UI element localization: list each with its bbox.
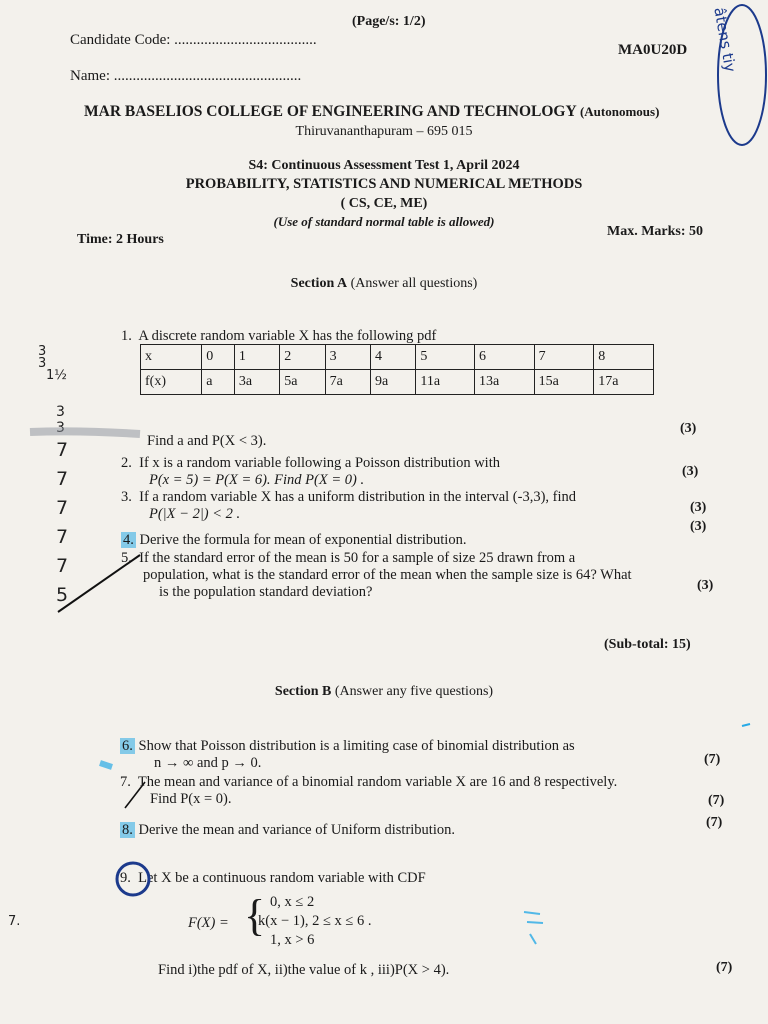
subject-title: PROBABILITY, STATISTICS AND NUMERICAL METHODS [185,176,583,192]
duration: Time: 2 Hours [77,232,164,247]
slash-mark-q5 [58,555,140,612]
marks-q7a: (7) [708,793,725,808]
table-cell: 11a [416,370,475,395]
table-cell: 9a [370,370,415,395]
question-5: 5. If the standard error of the mean is 50 for a sample of size 25 drawn from a population, what is the standard error of the mean when the sample size is 64? What is the population standard deviation? [121,550,632,600]
table-cell: 5 [416,345,475,370]
table-cell: 0 [202,345,235,370]
table-cell: x [141,345,202,370]
question-9-ask: Find i)the pdf of X, ii)the value of k , iii)P(X > 4). [158,962,450,978]
question-3: 3. If a random variable X has a uniform distribution in the interval (-3,3), find P(|X − 2|) < 2 . [121,489,577,522]
handwritten-note-top-right: âtens tiy [710,6,740,74]
margin-seven: 7. [8,914,21,929]
slash-mark-q7 [125,782,145,808]
table-cell: f(x) [141,370,202,395]
question-8: 8. Derive the mean and variance of Uniform distribution. [122,822,455,838]
question-2: 2. If x is a random variable following a Poisson distribution with P(x = 5) = P(X = 6). Find P(X = 0) . [121,455,500,488]
table-cell: 2 [280,345,325,370]
table-cell: 8 [594,345,654,370]
question-6: 6. Show that Poisson distribution is a limiting case of binomial distribution as n → ∞ and p → 0. [122,738,575,771]
marks-q2: (3) [682,464,699,479]
table-cell: a [202,370,235,395]
table-cell: 7 [534,345,594,370]
branches: ( CS, CE, ME) [340,196,428,211]
question-9: 9. Let X be a continuous random variable with CDF [120,870,426,886]
section-a-heading: Section A (Answer all questions) [290,276,478,291]
table-note: (Use of standard normal table is allowed) [273,214,495,229]
cdf-case-2: k(x − 1), 2 ≤ x ≤ 6 . [258,913,372,929]
cdf-brace: { [244,891,266,940]
table-cell: 4 [370,345,415,370]
table-cell: 6 [474,345,534,370]
handwritten-left-marks-a: 3 3 1½ [38,344,67,383]
question-4: 4. Derive the formula for mean of exponential distribution. [123,532,467,548]
cdf-case-1: 0, x ≤ 2 [270,894,315,910]
college-name: MAR BASELIOS COLLEGE OF ENGINEERING AND TECHNOLOGY (Autonomous) [84,103,660,120]
handwritten-left-marks-b: 3 3 7 7 7 7 7 5 [56,404,69,606]
marks-q9: (7) [716,960,733,975]
section-b-heading: Section B (Answer any five questions) [274,684,494,699]
table-cell: 7a [325,370,370,395]
highlight-mark-q6 [100,763,112,767]
marks-q6: (7) [704,752,721,767]
name-field: Name: .................................................. [70,68,302,84]
course-code: MA0U20D [618,42,688,58]
table-cell: 3a [234,370,279,395]
table-cell: 3 [325,345,370,370]
highlight-dashes [524,912,543,944]
top-right-circle-mark [718,5,766,145]
marks-q8: (7) [706,815,723,830]
marks-q5: (3) [697,578,714,593]
marks-q4: (3) [690,519,707,534]
table-cell: 13a [474,370,534,395]
question-1-ask: Find a and P(X < 3). [147,433,267,449]
table-cell: 5a [280,370,325,395]
table-cell: 15a [534,370,594,395]
marks-q1: (3) [680,421,697,436]
margin-dash [742,724,750,726]
marks-q3: (3) [690,500,707,515]
question-7: 7. The mean and variance of a binomial random variable X are 16 and 8 respectively. Find P(x = 0). [120,774,618,807]
page-count: (Page/s: 1/2) [352,14,426,29]
subtotal: (Sub-total: 15) [604,637,691,652]
table-cell: 17a [594,370,654,395]
test-title: S4: Continuous Assessment Test 1, April 2024 [248,158,520,173]
candidate-code-field: Candidate Code: ...................................... [70,32,317,48]
cdf-lhs: F(X) = [188,915,229,931]
table-cell: 1 [234,345,279,370]
college-location: Thiruvananthapuram – 695 015 [295,124,473,139]
cdf-case-3: 1, x > 6 [270,932,315,948]
circle-mark-q9 [117,863,149,895]
smudge-mark [30,431,140,434]
question-1: 1. A discrete random variable X has the following pdf [121,328,437,344]
max-marks: Max. Marks: 50 [607,224,704,239]
